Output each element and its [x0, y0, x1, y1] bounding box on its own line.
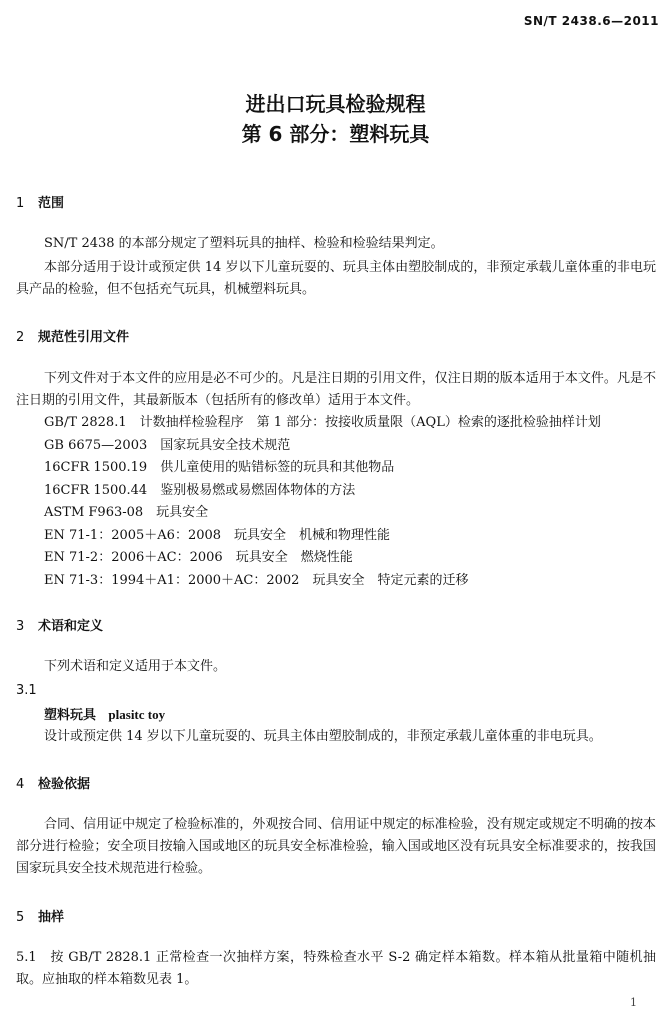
section-title: 规范性引用文件 — [38, 330, 130, 345]
section-number: 2 — [16, 330, 25, 345]
subsection-3-1-number: 3.1 — [16, 683, 37, 698]
normative-references-list — [44, 412, 601, 592]
section-number: 3 — [16, 619, 25, 634]
section-title: 术语和定义 — [38, 619, 104, 634]
section-number: 5 — [16, 910, 25, 925]
section-title: 抽样 — [38, 910, 65, 925]
standard-code: SN/T 2438.6—2011 — [523, 14, 659, 28]
reference-item: 16CFR 1500.44 鉴别极易燃或易燃固体物体的方法 — [44, 482, 356, 498]
section-1-heading — [16, 192, 64, 211]
section-5-heading — [16, 906, 64, 925]
section-number: 1 — [16, 196, 25, 211]
section-number: 4 — [16, 777, 25, 792]
section-title: 检验依据 — [38, 777, 91, 792]
subsection-text: 按 GB/T 2828.1 正常检查一次抽样方案，特殊检查水平 S-2 确定样本箱数。样本箱从批量箱中随机抽取。应抽取的样本箱数见表 1。 — [16, 950, 656, 987]
document-subtitle: 第 6 部分：塑料玩具 — [241, 122, 430, 146]
section-3-intro: 下列术语和定义适用于本文件。 — [44, 659, 227, 674]
section-1-paragraph-2: 本部分适用于设计或预定供 14 岁以下儿童玩耍的、玩具主体由塑胶制成的，非预定承载儿童体重的非电玩具产品的检验，但不包括充气玩具，机械塑料玩具。 — [16, 260, 656, 297]
reference-item: EN 71-1：2005＋A6：2008 玩具安全 机械和物理性能 — [44, 527, 391, 543]
term-chinese: 塑料玩具 — [44, 708, 97, 723]
page-number: 1 — [630, 996, 637, 1009]
reference-item: 16CFR 1500.19 供儿童使用的贴错标签的玩具和其他物品 — [44, 460, 395, 475]
section-3-heading — [16, 615, 103, 634]
reference-item: GB 6675—2003 国家玩具安全技术规范 — [44, 437, 291, 453]
term-entry — [44, 704, 165, 727]
term-definition: 设计或预定供 14 岁以下儿童玩耍的、玩具主体由塑胶制成的，非预定承载儿童体重的非电玩具。 — [44, 729, 602, 744]
section-2-intro: 下列文件对于本文件的应用是必不可少的。凡是注日期的引用文件，仅注日期的版本适用于本文件。凡是不注日期的引用文件，其最新版本（包括所有的修改单）适用于本文件。 — [16, 371, 656, 408]
section-2-heading — [16, 326, 129, 345]
reference-item: EN 71-3：1994＋A1：2000＋AC：2002 玩具安全 特定元素的迁移 — [44, 572, 469, 588]
reference-item: EN 71-2：2006＋AC：2006 玩具安全 燃烧性能 — [44, 550, 353, 565]
section-4-heading — [16, 773, 90, 792]
subsection-5-1 — [16, 947, 656, 991]
term-english: plasitc toy — [108, 707, 166, 722]
section-1-paragraph-1: SN/T 2438 的本部分规定了塑料玩具的抽样、检验和检验结果判定。 — [44, 236, 444, 251]
reference-item: GB/T 2828.1 计数抽样检验程序 第 1 部分：按接收质量限（AQL）检索的逐批检验抽样计划 — [44, 415, 601, 430]
reference-item: ASTM F963-08 玩具安全 — [44, 505, 209, 520]
section-4-paragraph: 合同、信用证中规定了检验标准的，外观按合同、信用证中规定的标准检验，没有规定或规定不明确的按本部分进行检验；安全项目按输入国或地区的玩具安全标准检验，输入国或地区没有玩具安全标准要求的，按我国国家玩具安全技术规范进行检验。 — [16, 817, 656, 876]
document-title: 进出口玩具检验规程 — [245, 92, 426, 116]
section-title: 范围 — [38, 196, 65, 211]
subsection-number: 5.1 — [16, 950, 37, 965]
